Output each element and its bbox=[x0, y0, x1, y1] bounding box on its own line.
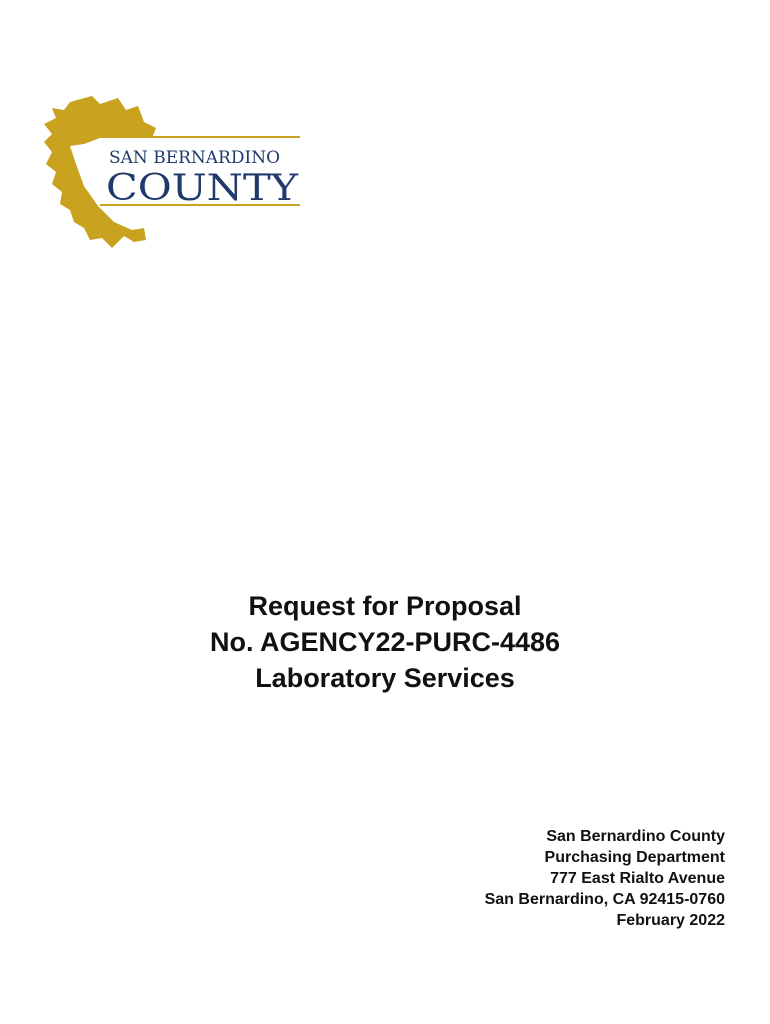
issuer-address bbox=[325, 826, 725, 931]
address-line-1: San Bernardino County bbox=[546, 828, 725, 845]
title-line-1: Request for Proposal bbox=[248, 591, 522, 621]
logo-line-1: SAN BERNARDINO bbox=[109, 148, 281, 168]
logo-rule bbox=[100, 136, 300, 138]
address-line-2: Purchasing Department bbox=[544, 849, 725, 866]
logo-line-2: COUNTY bbox=[106, 168, 300, 209]
address-date: February 2022 bbox=[616, 912, 725, 929]
title-line-3: Laboratory Services bbox=[255, 663, 515, 693]
county-logo bbox=[40, 94, 308, 250]
address-line-4: San Bernardino, CA 92415-0760 bbox=[484, 891, 725, 908]
address-line-3: 777 East Rialto Avenue bbox=[550, 870, 725, 887]
arrowhead-shield-icon bbox=[40, 94, 308, 250]
document-title bbox=[0, 588, 770, 696]
title-line-2: No. AGENCY22-PURC-4486 bbox=[209, 627, 561, 657]
